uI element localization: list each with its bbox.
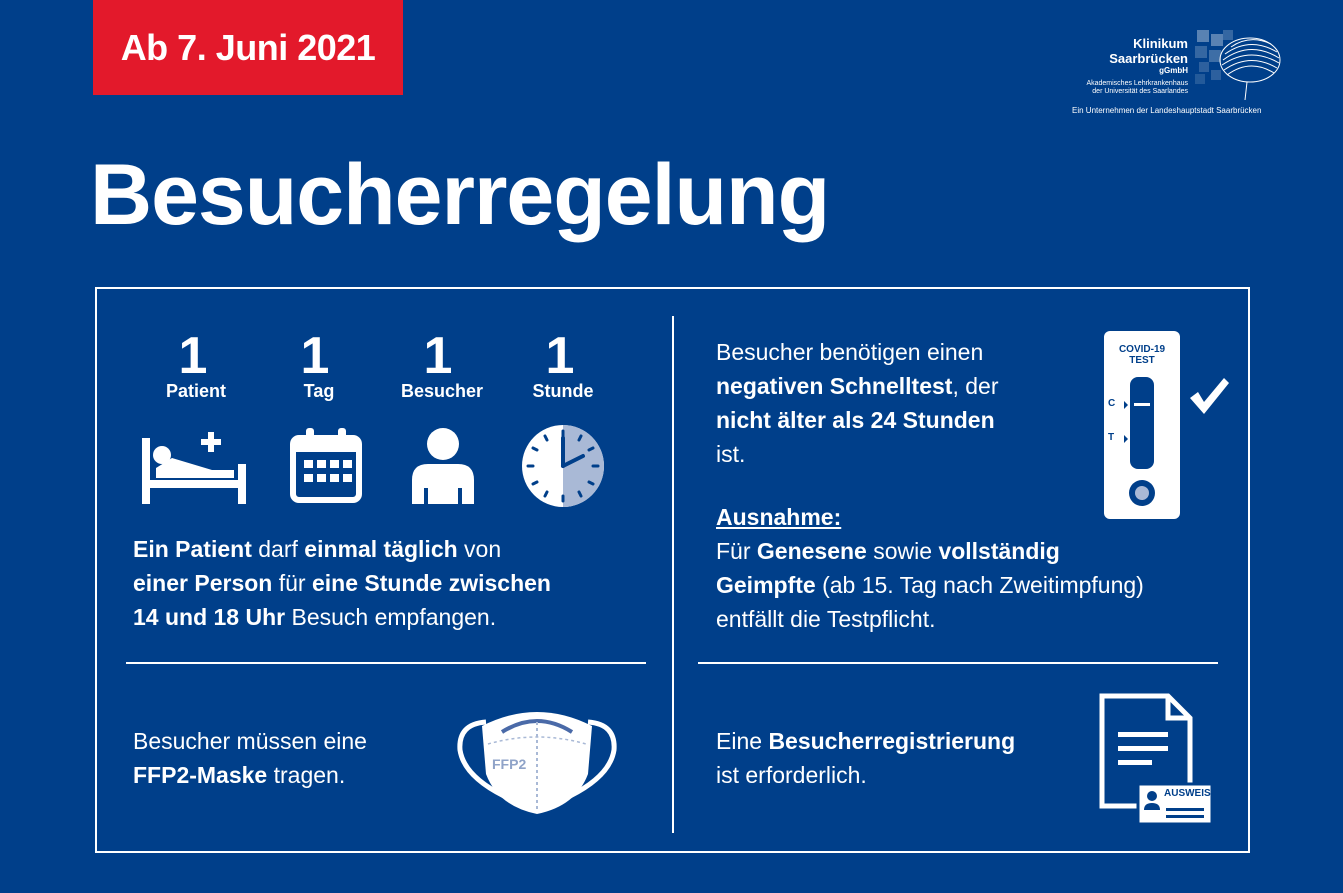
left-divider <box>126 662 646 664</box>
calendar-icon <box>290 428 362 504</box>
document-shape <box>1098 692 1214 826</box>
document-id-icon <box>1098 692 1214 826</box>
hospital-bed-icon <box>142 428 246 504</box>
rule-label-besucher: Besucher <box>400 381 484 401</box>
ffp2-mask-shape <box>456 704 618 816</box>
rule-number-patient: 1 <box>178 327 208 385</box>
logo-subtitle: Akademisches Lehrkrankenhaus der Universität des Saarlandes <box>1086 80 1188 95</box>
mask-label: FFP2 <box>492 756 527 772</box>
checkmark-icon <box>1188 376 1230 416</box>
rule-label-tag: Tag <box>303 381 335 401</box>
test-mark-t: T <box>1108 432 1115 443</box>
logo-footer: Ein Unternehmen der Landeshauptstadt Saarbrücken <box>1072 106 1262 115</box>
page-title: Besucherregelung <box>90 147 830 243</box>
covid-test-label: COVID-19 TEST <box>1118 344 1166 366</box>
person-icon <box>412 428 474 504</box>
exception-text: Ausnahme: Für Genesene sowie vollständig Geimpfte (ab 15. Tag nach Zweitimpfung) entfällt die Testpflicht. <box>716 504 1144 632</box>
covid-test-icon <box>1104 331 1180 519</box>
rule-number-tag: 1 <box>300 327 330 385</box>
visit-rule-text: Ein Patient darf einmal täglich von einer Person für eine Stunde zwischen 14 und 18 Uhr Besuch empfangen. <box>133 536 551 630</box>
registration-text: Eine Besucherregistrierung ist erforderlich. <box>716 728 1016 788</box>
date-badge <box>93 0 403 95</box>
vertical-divider <box>672 316 674 833</box>
test-mark-c: C <box>1108 398 1116 409</box>
klinikum-logo <box>1060 30 1290 120</box>
ffp2-mask-icon <box>456 704 618 816</box>
exception-heading: Ausnahme: <box>716 504 842 530</box>
date-badge-text: Ab 7. Juni 2021 <box>120 26 376 68</box>
clock-icon <box>521 424 605 508</box>
brain-logo-icon <box>1195 30 1285 102</box>
right-divider <box>698 662 1218 664</box>
logo-name: Klinikum Saarbrücken gGmbH <box>1109 36 1188 75</box>
id-card-label: AUSWEIS <box>1164 788 1211 799</box>
test-requirement-text: Besucher benötigen einen negativen Schnelltest, der nicht älter als 24 Stunden ist. <box>716 339 999 467</box>
rule-label-patient: Patient <box>165 381 226 401</box>
mask-rule-text: Besucher müssen eine FFP2-Maske tragen. <box>133 728 367 788</box>
rule-label-stunde: Stunde <box>532 381 594 401</box>
rule-number-besucher: 1 <box>423 327 453 385</box>
rule-number-stunde: 1 <box>545 327 575 385</box>
